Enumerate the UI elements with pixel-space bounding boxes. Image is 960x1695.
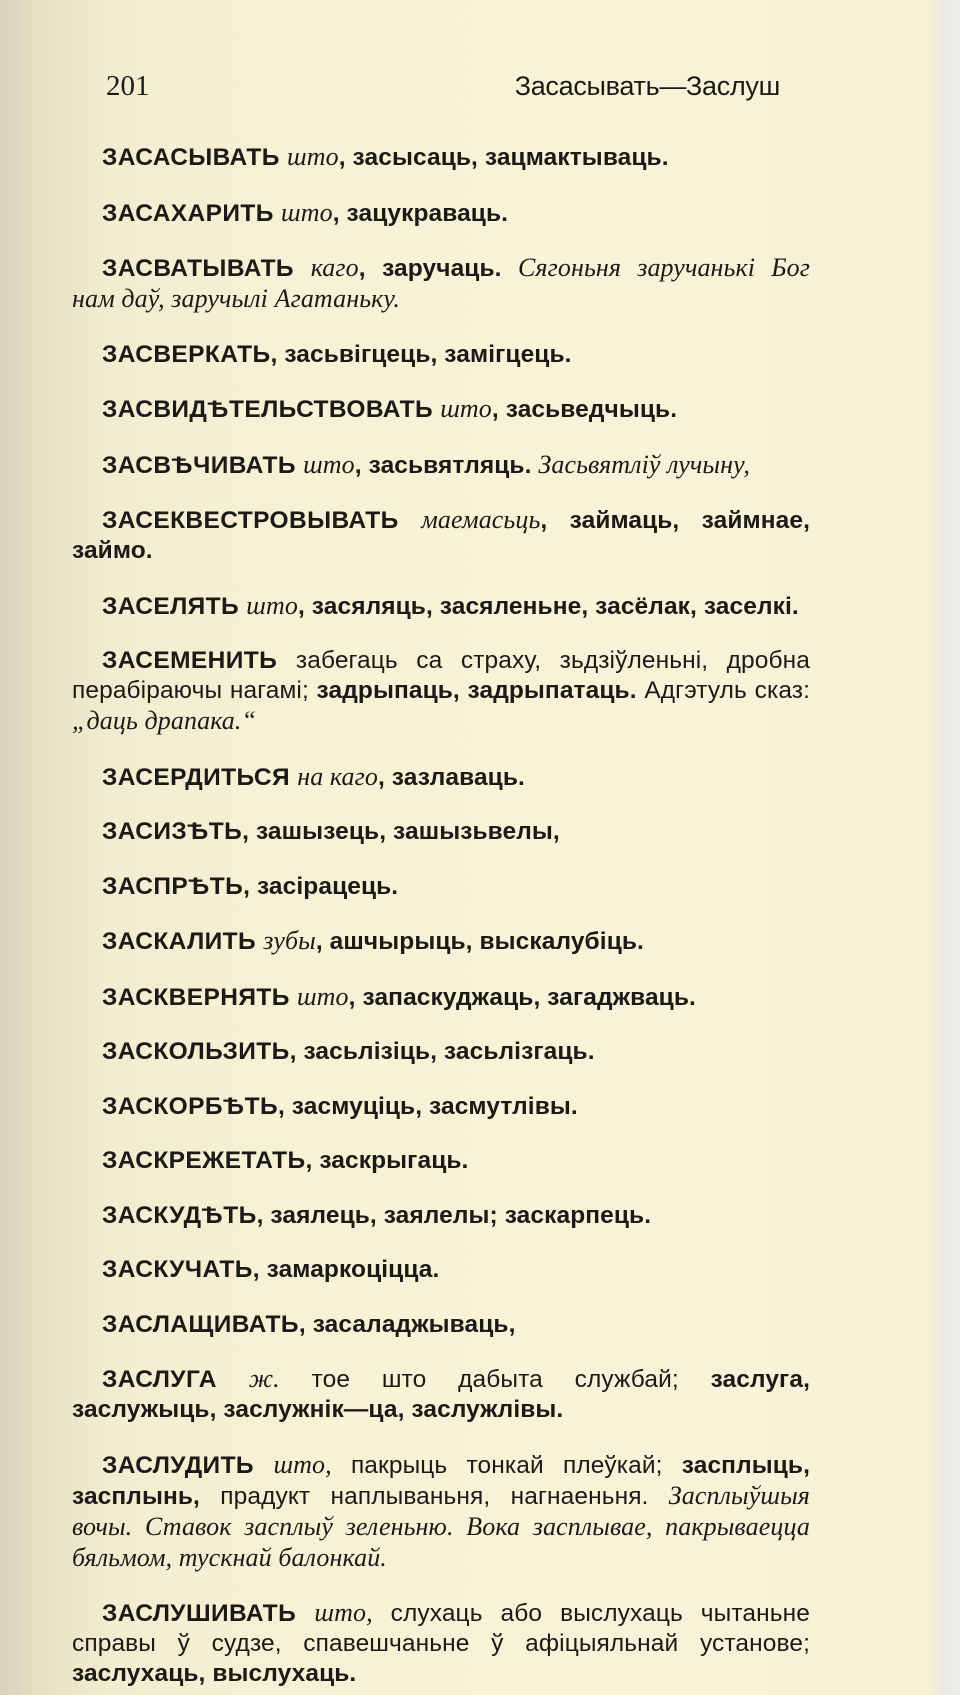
translation: задрыпаць, задрыпатаць. xyxy=(316,677,637,704)
translation: , засаладжываць, xyxy=(298,1310,516,1338)
translation: , ашчырыць, выскалубіць. xyxy=(315,928,644,955)
page-header xyxy=(72,70,810,114)
dictionary-entry xyxy=(72,1255,810,1285)
headword: ЗАСВѢЧИВАТЬ xyxy=(102,451,304,479)
translation: , засяляць, засяленьне, засёлак, заселкі. xyxy=(297,592,799,620)
italic-gloss: што, xyxy=(314,1598,373,1627)
translation: , зашызець, зашызьвелы, xyxy=(242,818,560,845)
dictionary-entry xyxy=(72,1364,810,1425)
italic-gloss: што xyxy=(287,142,339,171)
dictionary-entry xyxy=(72,198,810,229)
dictionary-entry xyxy=(72,1598,810,1689)
translation: , заялець, заялелы; заскарпець. xyxy=(256,1201,652,1229)
translation: , засмуціць, засмутлівы. xyxy=(277,1092,578,1120)
translation: , засьведчыць. xyxy=(491,396,678,423)
dictionary-entry xyxy=(72,1201,810,1231)
headword: ЗАСЕРДИТЬСЯ xyxy=(102,763,298,791)
translation: заслуга, заслужыць, заслужнік—ца, заслужлівы. xyxy=(72,1366,810,1423)
headword: ЗАСВАТЫВАТЬ xyxy=(102,255,311,282)
translation: , замаркоціцца. xyxy=(252,1256,440,1283)
italic-gloss: Засьвятліў лучыну, xyxy=(538,449,751,479)
translation: , засьвігцець, замігцець. xyxy=(270,340,572,368)
italic-gloss: Сягоньня заручанькі Бог нам даў, заручылі Агатаньку. xyxy=(72,253,810,313)
definition-text: слухаць або выслухаць чытаньне справы ў судзе, спавешчаньне ў афіцыяльнай установе; xyxy=(72,1600,810,1657)
translation: , засьвятляць. xyxy=(354,451,539,479)
italic-gloss: маемасьць xyxy=(421,505,541,534)
headword: ЗАСКУЧАТЬ xyxy=(102,1256,253,1283)
translation: , зазлаваць. xyxy=(377,763,525,791)
italic-gloss: каго xyxy=(310,253,359,282)
dictionary-entry xyxy=(72,253,810,315)
italic-gloss: што xyxy=(246,590,298,620)
translation: , засьлізіць, засьлізгаць. xyxy=(289,1038,595,1065)
dictionary-entry xyxy=(72,340,810,370)
dictionary-entry xyxy=(72,394,810,425)
headword: ЗАСЕЛЯТЬ xyxy=(102,592,247,620)
dictionary-entry xyxy=(72,982,810,1013)
translation: , зацукраваць. xyxy=(332,199,509,227)
italic-gloss: Засплыўшыя вочы. Ставок засплыў зеленьню. Вока засплывае, пакрываецца бяльмом, тускнай балонкай. xyxy=(72,1480,810,1572)
definition-text: прадукт наплываньня, нагнаеньня. xyxy=(199,1482,669,1510)
headword: ЗАСКВЕРНЯТЬ xyxy=(102,983,297,1011)
headword: ЗАСКУДѢТЬ xyxy=(102,1201,257,1229)
italic-gloss: „даць драпака.“ xyxy=(72,706,257,735)
headword: ЗАСЕМЕНИТЬ xyxy=(102,647,296,674)
dictionary-page xyxy=(72,70,810,1695)
dictionary-entry xyxy=(72,817,810,847)
translation: , заручаць. xyxy=(358,255,518,282)
translation: заслухаць, выслухаць. xyxy=(72,1660,357,1687)
definition-text: Адгэтуль сказ: xyxy=(636,677,811,704)
definition-text: пакрыць тонкай плеўкай; xyxy=(331,1451,682,1479)
headword: ЗАСЕКВЕСТРОВЫВАТЬ xyxy=(102,507,422,534)
headword: ЗАСИЗѢТЬ xyxy=(102,818,243,845)
translation: , займаць, займнае, займо. xyxy=(72,507,810,564)
headword: ЗАСВЕРКАТЬ xyxy=(102,340,271,368)
dictionary-entry xyxy=(72,926,810,957)
headword: ЗАСКОРБѢТЬ xyxy=(102,1092,278,1120)
italic-gloss: што xyxy=(280,197,333,227)
dictionary-entry xyxy=(72,1092,810,1122)
dictionary-entry xyxy=(72,646,810,737)
dictionary-entry xyxy=(72,1310,810,1340)
dictionary-entry xyxy=(72,1450,810,1574)
italic-gloss: што xyxy=(303,449,355,479)
translation: засплыць, засплынь, xyxy=(72,1451,810,1510)
dictionary-entries xyxy=(72,142,810,1689)
dictionary-entry xyxy=(72,872,810,902)
dictionary-entry xyxy=(72,450,810,481)
headword: ЗАСЛАЩИВАТЬ xyxy=(102,1310,299,1338)
definition-text: тое што дабыта службай; xyxy=(279,1366,711,1393)
dictionary-entry xyxy=(72,1037,810,1067)
italic-gloss: што, xyxy=(273,1449,332,1479)
headword: ЗАСКАЛИТЬ xyxy=(102,928,264,955)
headword: ЗАСЛУДИТЬ xyxy=(102,1451,274,1479)
page-number: 201 xyxy=(106,70,150,102)
headword: ЗАСЛУШИВАТЬ xyxy=(102,1600,315,1627)
headword: ЗАСВИДѢТЕЛЬСТВОВАТЬ xyxy=(102,396,441,423)
italic-gloss: зубы xyxy=(263,926,316,955)
italic-gloss: што xyxy=(440,394,492,423)
definition-text: забегаць са страху, зьдзіўленьні, дробна перабіраючы нагамі; xyxy=(72,647,810,704)
dictionary-entry xyxy=(72,762,810,793)
translation: , запаскуджаць, загаджваць. xyxy=(348,983,696,1011)
dictionary-entry xyxy=(72,505,810,566)
dictionary-entry xyxy=(72,1146,810,1176)
running-head: Засасывать—Заслуш xyxy=(514,71,780,101)
dictionary-entry xyxy=(72,591,810,622)
italic-gloss: на каго xyxy=(297,761,378,791)
headword: ЗАСАСЫВАТЬ xyxy=(102,144,288,171)
translation: , засысаць, зацмактываць. xyxy=(338,144,669,171)
translation: , засірацець. xyxy=(243,872,399,900)
headword: ЗАСЛУГА xyxy=(102,1366,249,1393)
italic-gloss: ж. xyxy=(248,1364,280,1393)
headword: ЗАСАХАРИТЬ xyxy=(102,199,281,227)
dictionary-entry xyxy=(72,142,810,173)
translation: , заскрыгаць. xyxy=(305,1147,469,1174)
headword: ЗАСКОЛЬЗИТЬ xyxy=(102,1038,290,1065)
headword: ЗАСПРѢТЬ xyxy=(102,872,244,900)
headword: ЗАСКРЕЖЕТАТЬ xyxy=(102,1147,306,1174)
italic-gloss: што xyxy=(296,981,349,1011)
